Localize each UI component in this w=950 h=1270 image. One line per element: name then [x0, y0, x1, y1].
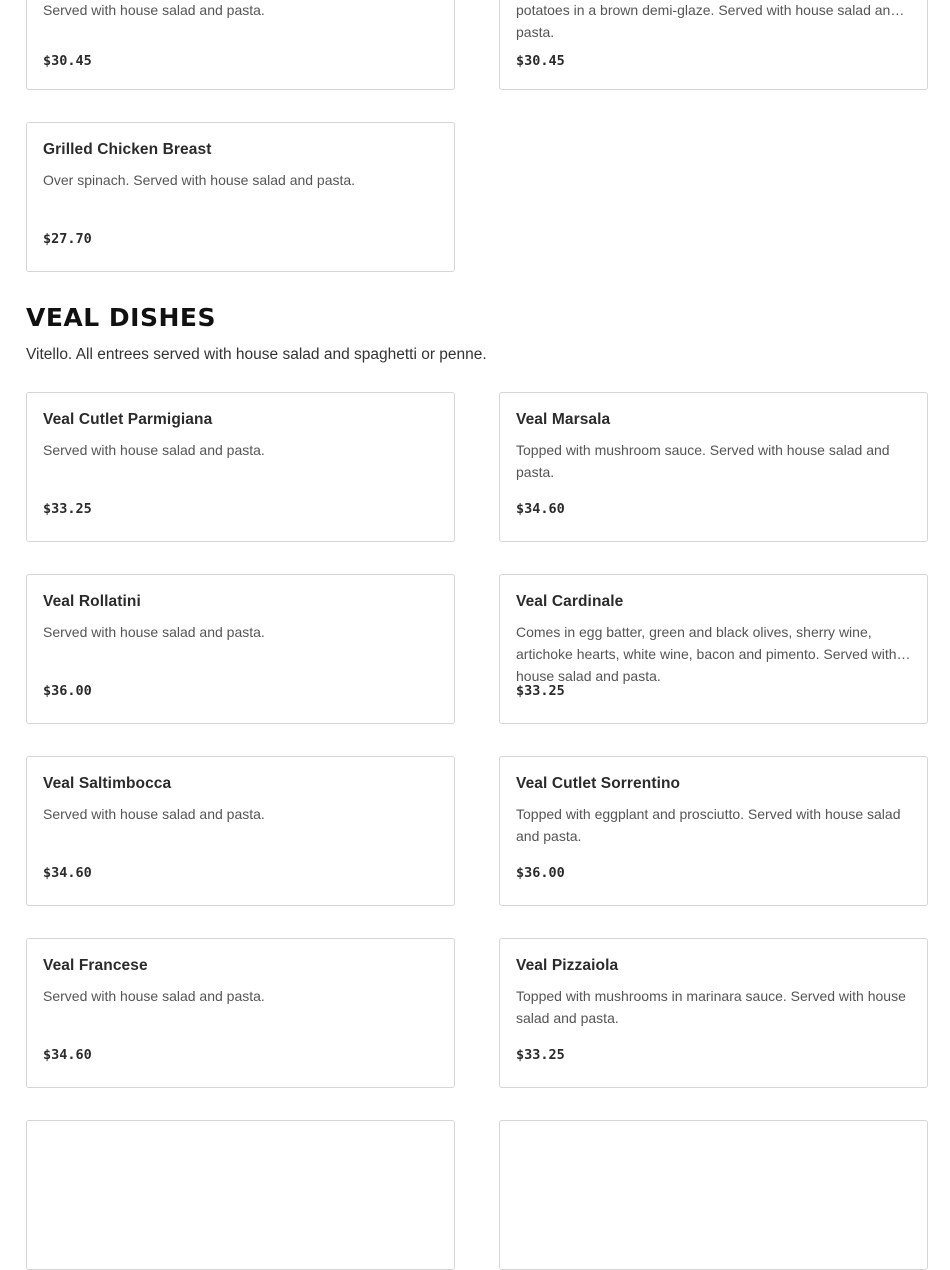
menu-item-description: Topped with eggplant and prosciutto. Served with house salad and pasta.	[516, 806, 901, 844]
menu-item-card[interactable]	[499, 756, 928, 906]
menu-item-price: $34.60	[43, 1047, 92, 1063]
section-title: VEAL DISHES	[26, 303, 216, 332]
menu-item-card[interactable]	[26, 938, 455, 1088]
menu-item-name: Veal Marsala	[516, 411, 611, 428]
menu-item-name: Veal Rollatini	[43, 593, 141, 610]
menu-item-description: Served with house salad and pasta.	[43, 2, 265, 18]
menu-item-name: Veal Francese	[43, 957, 148, 974]
menu-item-price: $30.45	[516, 53, 565, 69]
menu-item-description: Served with house salad and pasta.	[43, 806, 265, 822]
menu-item-price: $36.00	[516, 865, 565, 881]
section-subtitle: Vitello. All entrees served with house salad and spaghetti or penne.	[26, 346, 487, 363]
menu-item-price: $36.00	[43, 683, 92, 699]
menu-item-card[interactable]	[26, 122, 455, 272]
menu-item-card[interactable]	[26, 1120, 455, 1270]
menu-item-name: Veal Cardinale	[516, 593, 624, 610]
menu-item-price: $33.25	[516, 1047, 565, 1063]
menu-item-price: $33.25	[516, 683, 565, 699]
menu-item-description: Comes in egg batter, green and black olives, sherry wine, artichoke hearts, white wine, bacon and pimento. Served with house salad and pasta.	[516, 624, 897, 684]
menu-item-name: Veal Cutlet Sorrentino	[516, 775, 681, 792]
menu-item-card[interactable]	[26, 0, 455, 90]
menu-item-card[interactable]	[26, 756, 455, 906]
menu-item-name: Veal Pizzaiola	[516, 957, 619, 974]
menu-item-card[interactable]	[26, 392, 455, 542]
menu-item-price: $33.25	[43, 501, 92, 517]
menu-item-description: Served with house salad and pasta.	[43, 624, 265, 640]
menu-item-card[interactable]	[26, 574, 455, 724]
menu-item-name: Veal Cutlet Parmigiana	[43, 411, 213, 428]
menu-item-description: Served with house salad and pasta.	[43, 442, 265, 458]
menu-item-description: Over spinach. Served with house salad and pasta.	[43, 172, 356, 188]
menu-item-description: Topped with mushrooms in marinara sauce. Served with house salad and pasta.	[516, 988, 906, 1026]
menu-item-description: Topped with mushroom sauce. Served with house salad and pasta.	[516, 442, 890, 480]
menu-item-description: potatoes in a brown demi-glaze. Served with house salad and pasta.	[516, 2, 899, 40]
menu-item-card[interactable]	[499, 574, 928, 724]
menu-item-name: Veal Saltimbocca	[43, 775, 172, 792]
menu-item-name: Grilled Chicken Breast	[43, 141, 212, 158]
menu-item-description: Served with house salad and pasta.	[43, 988, 265, 1004]
menu-item-card[interactable]	[499, 392, 928, 542]
menu-item-price: $34.60	[43, 865, 92, 881]
menu-item-price: $27.70	[43, 231, 92, 247]
menu-item-card[interactable]	[499, 0, 928, 90]
menu-item-price: $34.60	[516, 501, 565, 517]
menu-item-card[interactable]	[499, 1120, 928, 1270]
menu-item-price: $30.45	[43, 53, 92, 69]
menu-item-card[interactable]	[499, 938, 928, 1088]
